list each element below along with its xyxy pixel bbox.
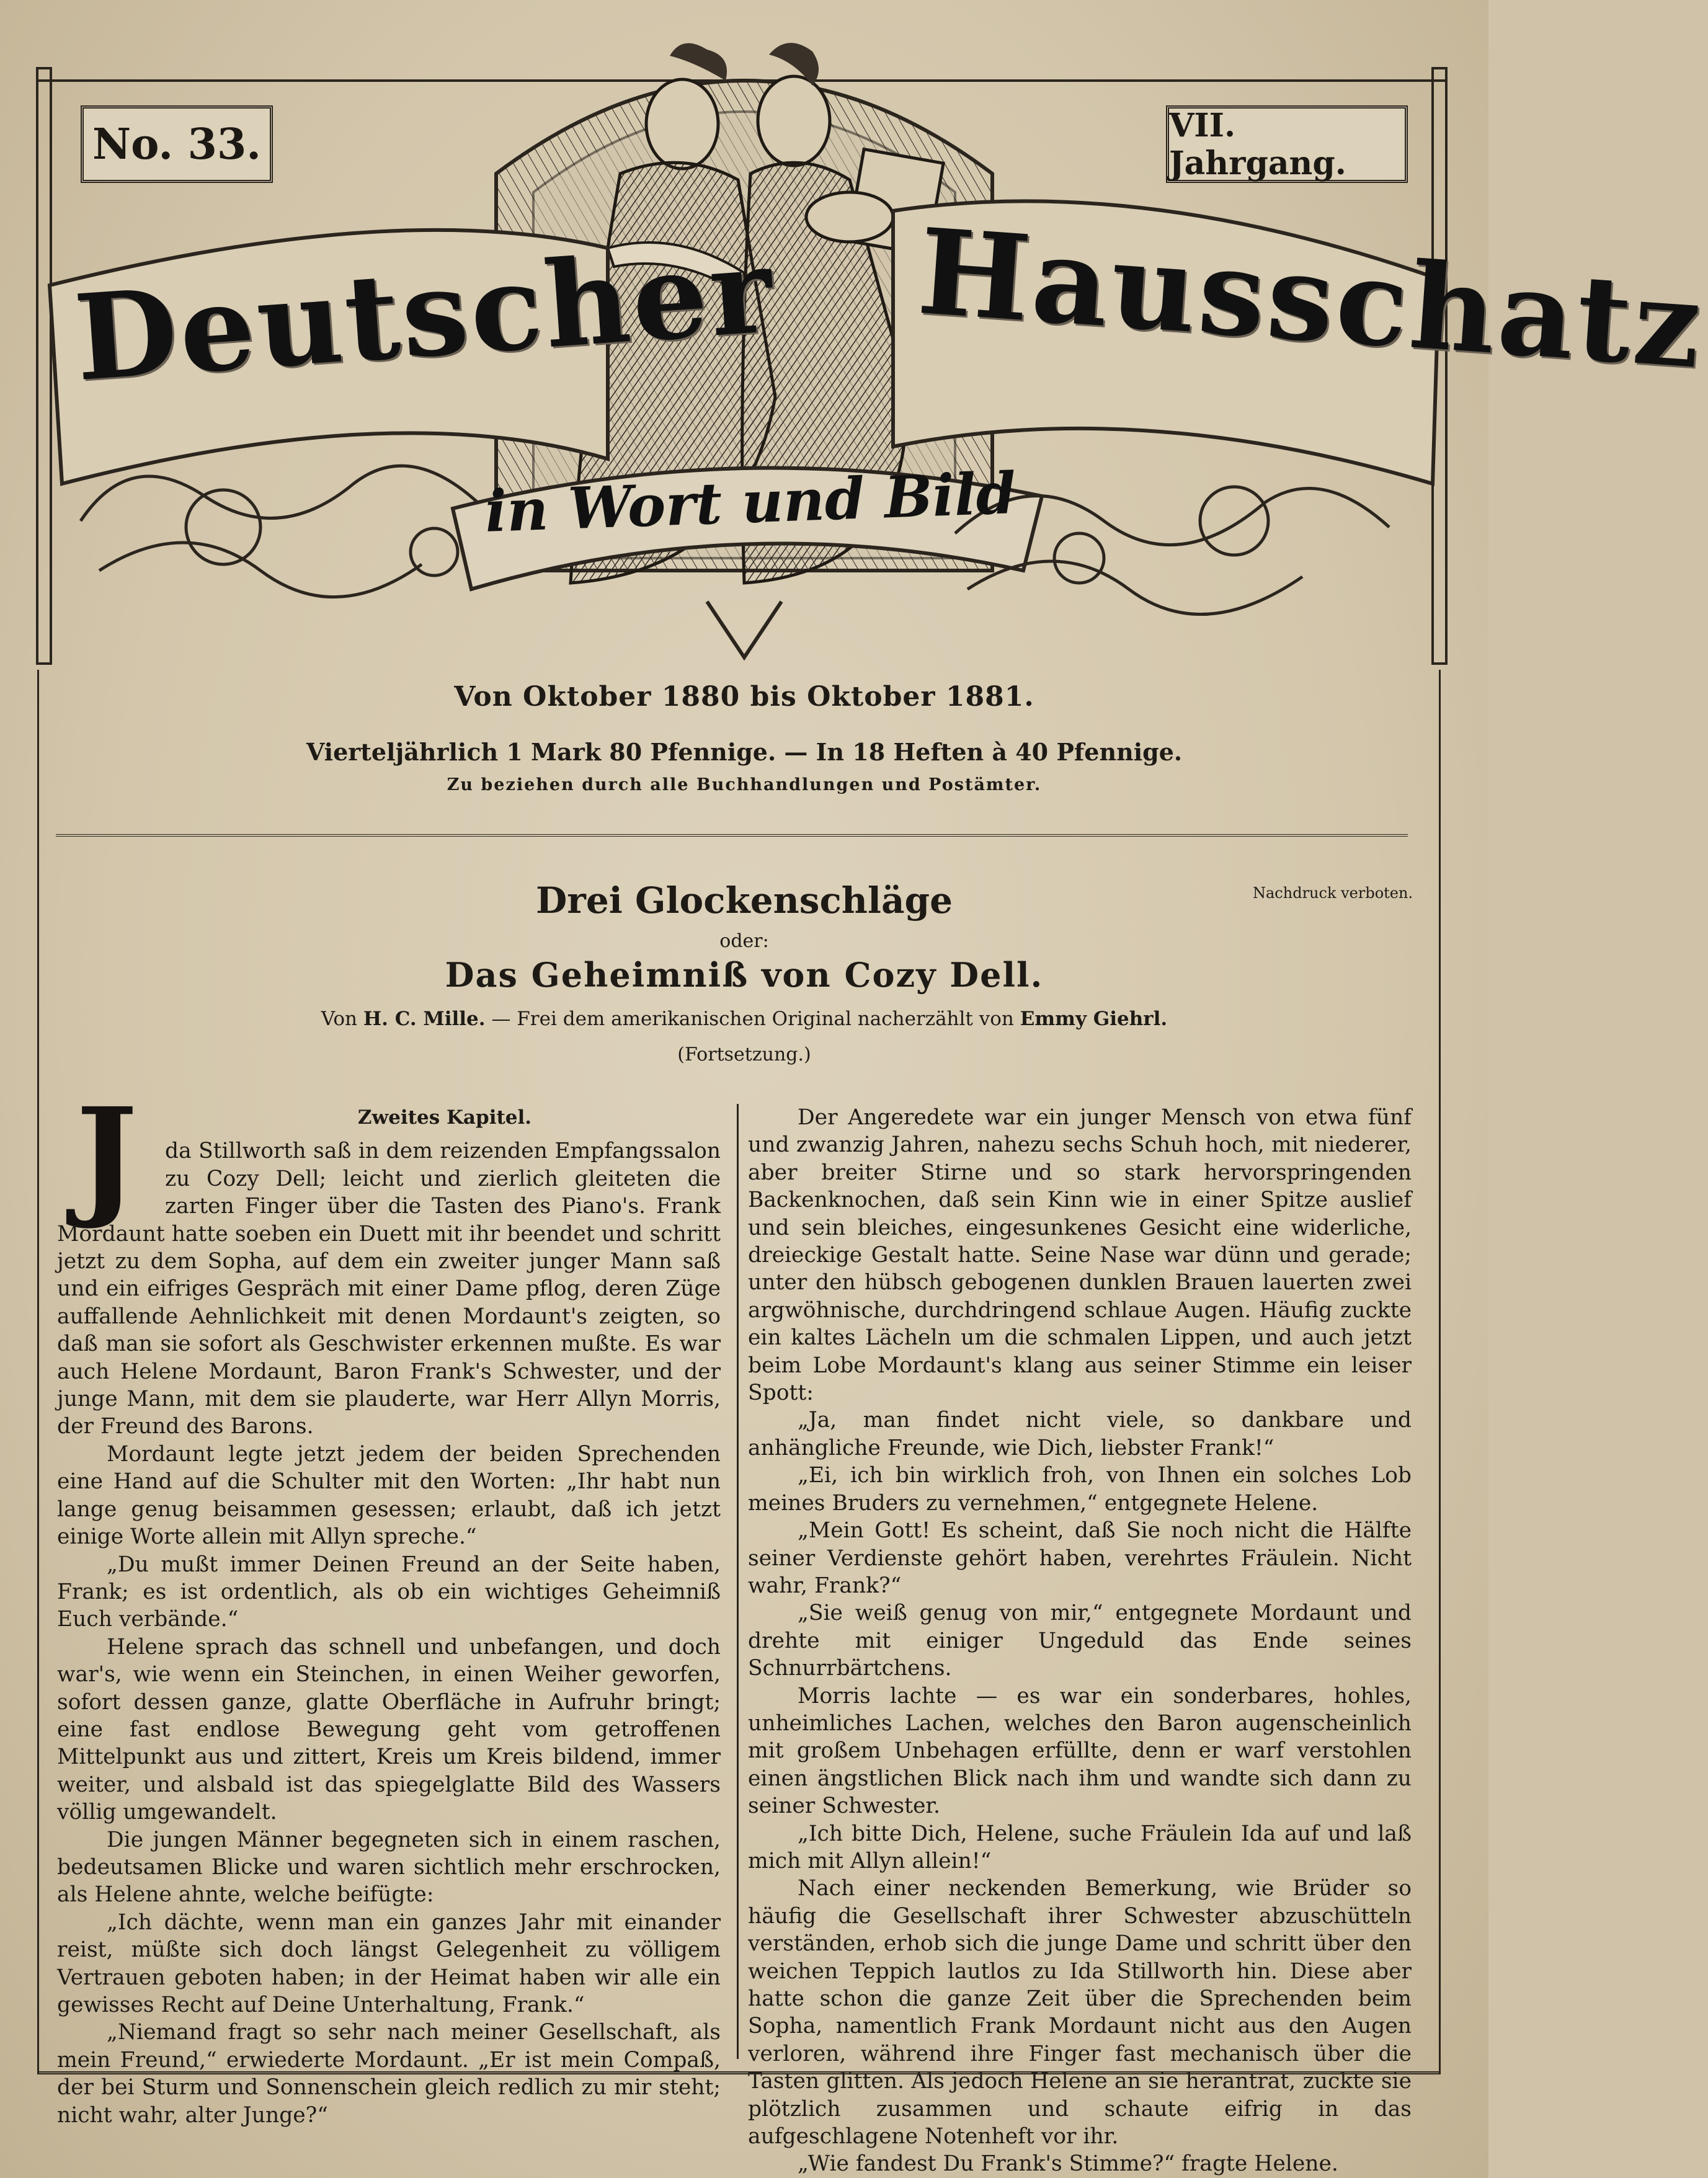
paragraph: „Sie weiß genug von mir,“ entgegnete Mordaunt und drehte mit einiger Ungeduld das Ende seines Schnurrbärtchens. — [748, 1601, 1412, 1681]
paragraph: „Ja, man findet nicht viele, so dankbare und anhängliche Freunde, wie Dich, liebster Frank!“ — [748, 1408, 1412, 1460]
title-word-hausschatz: Hausschatz — [914, 202, 1708, 395]
paragraph: „Wie fandest Du Frank's Stimme?“ fragte Helene. — [798, 2151, 1338, 2177]
masthead-subtitle: in Wort und Bild — [484, 460, 1017, 545]
paragraph: „Ich bitte Dich, Helene, suche Fräulein Ida auf und laß mich mit Allyn allein!“ — [748, 1821, 1412, 1874]
issue-number: No. 33. — [92, 119, 261, 169]
paragraph: Der Angeredete war ein junger Mensch von etwa fünf und zwanzig Jahren, nahezu sechs Schuh hoch, mit niederer, aber breiter Stirne und so stark hervorspringenden Backenknochen, daß sein Kinn wie in einer Spitze auslief und sein bleiches, eingesunkenes Gesicht eine widerliche, dreieckige Gestalt hatte. Seine Nase war dünn und gerade; unter den hübsch gebogenen dunklen Brauen lauerten zwei argwöhnische, durchdringend schlaue Augen. Häufig zuckte ein kaltes Lächeln um die schmalen Lippen, und auch jetzt beim Lobe Mordaunt's klang aus seiner Stimme ein leiser Spott: — [748, 1105, 1412, 1406]
continuation-note: (Fortsetzung.) — [677, 1044, 811, 1065]
paragraph: Morris lachte — es war ein sonderbares, hohles, unheimliches Lachen, welches den Baron augenscheinlich mit großem Unbehagen erfüllte, denn er warf verstohlen einen ängstlichen Blick nach ihm und wandte sich dann zu seiner Schwester. — [748, 1683, 1412, 1819]
paragraph: Die jungen Männer begegneten sich in einem raschen, bedeutsamen Blicke und waren sichtlich mehr erschrocken, als Helene ahnte, welche beifügte: — [57, 1827, 721, 1908]
story-subtitle: Das Geheimniß von Cozy Dell. — [445, 955, 1044, 995]
issue-number-box — [81, 105, 273, 183]
bottom-frame-rule — [37, 2071, 1439, 2074]
author-name: H. C. Mille. — [363, 1008, 486, 1030]
distribution-note: Zu beziehen durch alle Buchhandlungen und Postämter. — [447, 775, 1042, 794]
paragraph: „Mein Gott! Es scheint, daß Sie noch nicht die Hälfte seiner Verdienste gehört haben, verehrtes Fräulein. Nicht wahr, Frank?“ — [748, 1518, 1412, 1598]
paragraph: „Ei, ich bin wirklich froh, von Ihnen ein solches Lob meines Bruders zu vernehmen,“ entgegnete Helene. — [748, 1463, 1412, 1516]
translator-name: Emmy Giehrl. — [1020, 1008, 1168, 1030]
chapter-heading: Zweites Kapitel. — [357, 1106, 532, 1129]
paragraph: Helene sprach das schnell und unbefangen, und doch war's, wie wenn ein Steinchen, in einen Weiher geworfen, sofort dessen ganze, glatte Oberfläche in Aufruhr bringt; eine fast endlose Bewegung geht vom getroffenen Mittelpunkt aus und zittert, Kreis um Kreis bildend, immer weiter, und alsbald ist das spiegelglatte Bild des Wassers völlig umgewandelt. — [57, 1634, 721, 1825]
reprint-notice: Nachdruck verboten. — [1253, 884, 1413, 902]
paragraph: Mordaunt legte jetzt jedem der beiden Sprechenden eine Hand auf die Schulter mit den Worten: „Ihr habt nun lange genug beisammen gesessen; erlaubt, daß ich jetzt einige Worte allein mit Allyn spreche.“ — [57, 1441, 721, 1550]
paragraph: Nach einer neckenden Bemerkung, wie Brüder so häufig die Gesellschaft ihrer Schwester abzuschütteln verständen, erhob sich die junge Dame und schritt über den weichen Teppich lautlos zu Ida Stillworth hin. Diese aber hatte schon die ganze Zeit über die Sprechenden beim Sopha, namentlich Frank Mordaunt nicht aus den Augen verloren, während ihre Finger fast mechanisch über die Tasten glitten. Als jedoch Helene an sie herantrat, zuckte sie plötzlich zusammen und schaute eifrig in das aufgeschlagene Notenheft vor ihr. — [748, 1876, 1412, 2149]
publication-period: Von Oktober 1880 bis Oktober 1881. — [454, 681, 1034, 713]
byline-pre: Von — [321, 1008, 357, 1030]
story-oder: oder: — [719, 930, 769, 952]
story-title: Drei Glockenschläge — [535, 879, 953, 922]
volume-label: VII. Jahrgang. — [1169, 106, 1346, 182]
left-column — [57, 1079, 721, 2129]
header-divider — [56, 834, 1408, 837]
byline — [0, 1008, 1488, 1030]
byline-mid: — Frei dem amerikanischen Original nacherzählt von — [491, 1008, 1014, 1030]
volume-box — [1166, 105, 1408, 183]
drop-cap: J — [76, 1079, 138, 1233]
paragraph: „Ich dächte, wenn man ein ganzes Jahr mit einander reist, müßte sich doch längst Gelegenheit zu völligem Vertrauen geboten haben; in der Heimat haben wir alle ein gewisses Recht auf Deine Unterhaltung, Frank.“ — [57, 1909, 721, 2017]
column-divider — [737, 1104, 739, 2059]
paragraph: „Du mußt immer Deinen Freund an der Seite haben, Frank; es ist ordentlich, als ob ein wichtiges Geheimniß Euch verbände.“ — [57, 1552, 721, 1632]
title-word-deutscher: Deutscher — [70, 220, 779, 408]
paragraph: „Niemand fragt so sehr nach meiner Gesellschaft, als mein Freund,“ erwiederte Mordaunt. „Er ist mein Compaß, der bei Sturm und Sonnenschein gleich redlich zu mir steht; nicht wahr, alter Junge?“ — [57, 2020, 721, 2128]
subscription-price: Vierteljährlich 1 Mark 80 Pfennige. — In 18 Heften à 40 Pfennige. — [306, 738, 1183, 766]
paragraph: da Stillworth saß in dem reizenden Empfangssalon zu Cozy Dell; leicht und zierlich gleiteten die zarten Finger über die Tasten des Piano's. Frank Mordaunt hatte soeben ein Duett mit ihr beendet und schritt jetzt zu dem Sopha, auf dem ein zweiter junger Mann saß und ein eifriges Gespräch mit einer Dame pflog, deren Züge auffallende Aehnlichkeit mit denen Mordaunt's zeigten, so daß man sie sofort als Geschwister erkennen mußte. Es war auch Helene Mordaunt, Baron Frank's Schwester, und der junge Mann, mit dem sie plauderte, war Herr Allyn Morris, der Freund des Barons. — [57, 1139, 721, 1439]
right-column — [748, 1104, 1412, 2178]
